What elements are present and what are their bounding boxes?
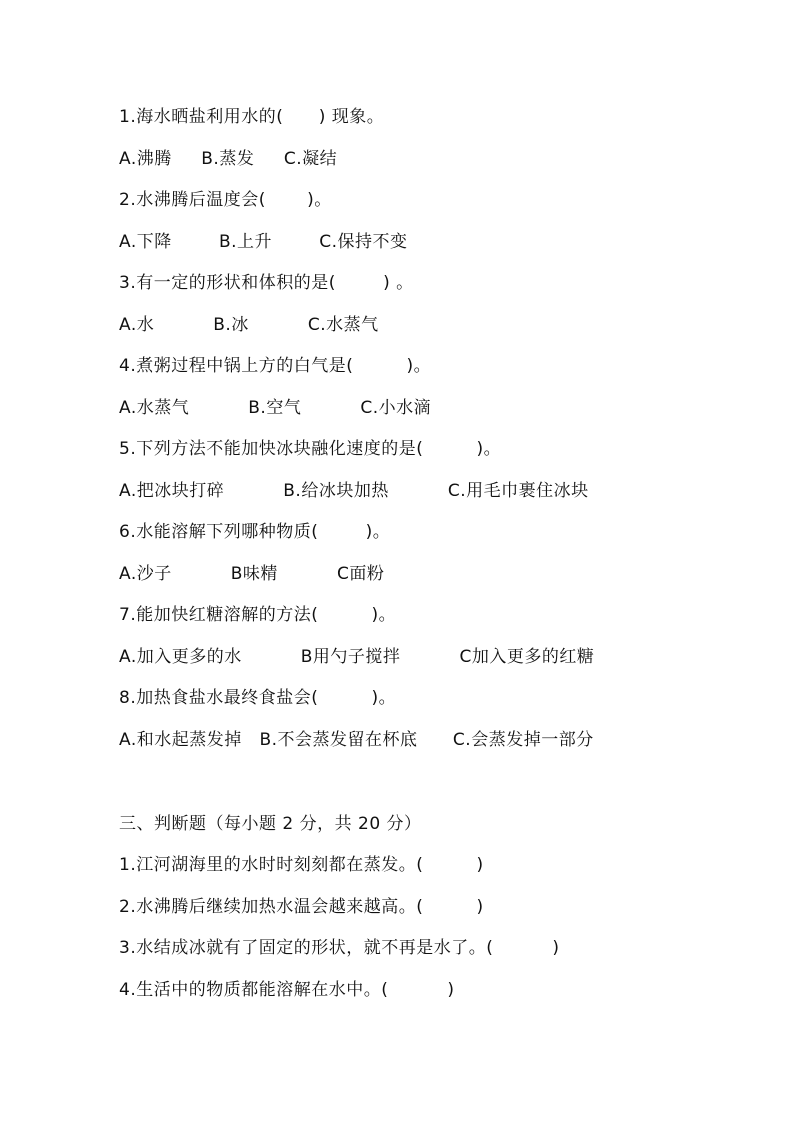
judgment-item-4: 4.生活中的物质都能溶解在水中。( ) bbox=[119, 980, 455, 1000]
question-6-options: A.沙子 B味精 C面粉 bbox=[119, 564, 385, 584]
judgment-item-2: 2.水沸腾后继续加热水温会越来越高。( ) bbox=[119, 897, 484, 917]
question-1: 1.海水晒盐利用水的( ) 现象。 bbox=[119, 107, 385, 127]
question-2-options: A.下降 B.上升 C.保持不变 bbox=[119, 232, 408, 252]
question-3: 3.有一定的形状和体积的是( ) 。 bbox=[119, 273, 414, 293]
section-title-judgment: 三、判断题（每小题 2 分，共 20 分） bbox=[119, 814, 422, 834]
question-7: 7.能加快红糖溶解的方法( )。 bbox=[119, 605, 397, 625]
question-6: 6.水能溶解下列哪种物质( )。 bbox=[119, 522, 391, 542]
question-8: 8.加热食盐水最终食盐会( )。 bbox=[119, 688, 397, 708]
question-5: 5.下列方法不能加快冰块融化速度的是( )。 bbox=[119, 439, 502, 459]
question-4-options: A.水蒸气 B.空气 C.小水滴 bbox=[119, 398, 432, 418]
judgment-item-3: 3.水结成冰就有了固定的形状，就不再是水了。( ) bbox=[119, 938, 560, 958]
question-4: 4.煮粥过程中锅上方的白气是( )。 bbox=[119, 356, 432, 376]
question-2: 2.水沸腾后温度会( )。 bbox=[119, 190, 332, 210]
question-8-options: A.和水起蒸发掉 B.不会蒸发留在杯底 C.会蒸发掉一部分 bbox=[119, 730, 594, 750]
question-1-options: A.沸腾 B.蒸发 C.凝结 bbox=[119, 149, 338, 169]
question-7-options: A.加入更多的水 B用勺子搅拌 C加入更多的红糖 bbox=[119, 647, 595, 667]
judgment-item-1: 1.江河湖海里的水时时刻刻都在蒸发。( ) bbox=[119, 855, 484, 875]
question-5-options: A.把冰块打碎 B.给冰块加热 C.用毛巾裹住冰块 bbox=[119, 481, 589, 501]
question-3-options: A.水 B.冰 C.水蒸气 bbox=[119, 315, 379, 335]
